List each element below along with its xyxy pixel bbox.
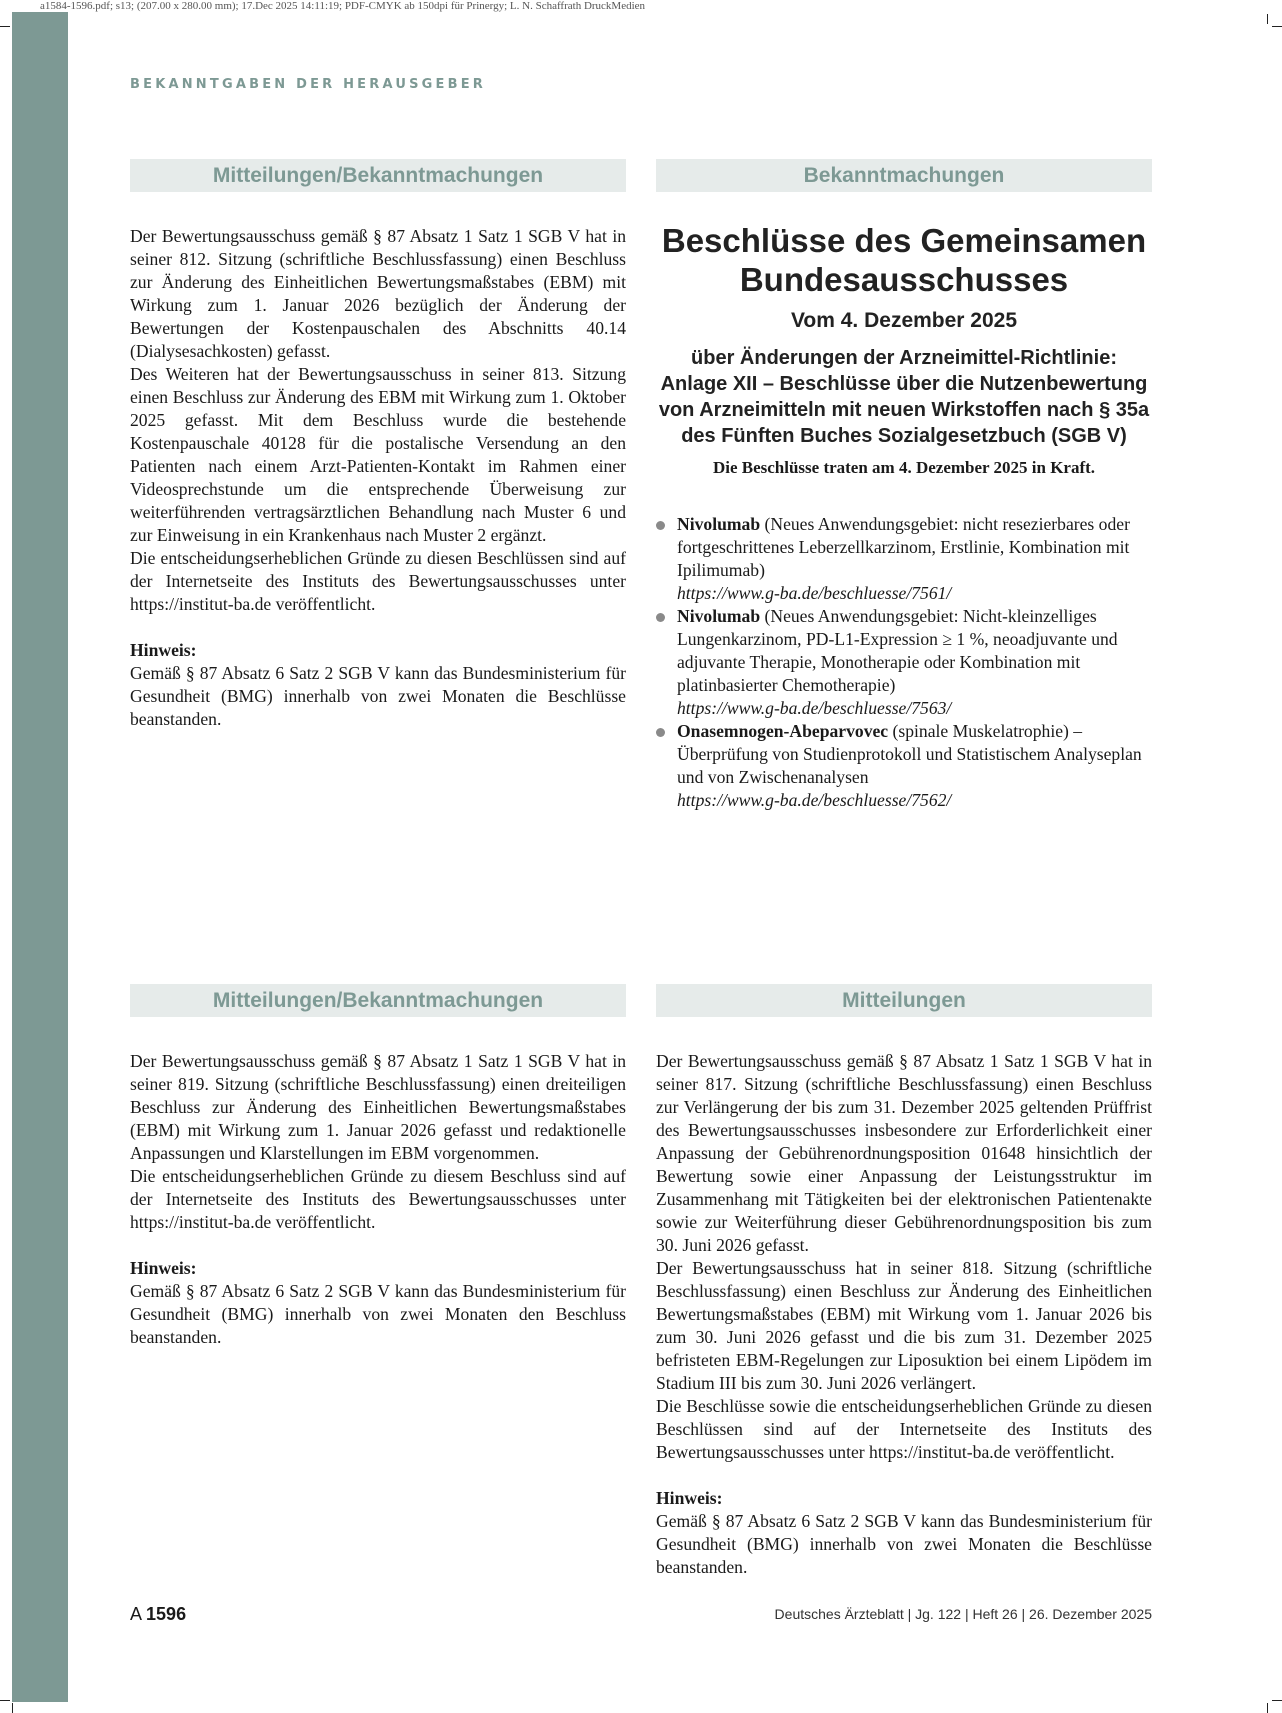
paragraph: Der Bewertungsausschuss gemäß § 87 Absatz 1 Satz 1 SGB V hat in seiner 819. Sitzung (schriftliche Beschlussfassung) einen dreiteiligen Beschluss zur Änderung des Einheitlichen Bewertungsmaßstabes (EBM) mit Wirkung zum 1. Januar 2026 gefasst und redaktionelle Anpassungen und Klarstellungen im EBM vorgenommen.	[130, 1051, 626, 1163]
crop-mark	[0, 1700, 10, 1701]
crop-mark	[0, 26, 10, 27]
hinweis-text: Gemäß § 87 Absatz 6 Satz 2 SGB V kann das Bundesministerium für Gesundheit (BMG) innerhalb von zwei Monaten den Beschluss beanstanden.	[130, 1281, 626, 1347]
hinweis-text: Gemäß § 87 Absatz 6 Satz 2 SGB V kann das Bundesministerium für Gesundheit (BMG) innerhalb von zwei Monaten die Beschlüsse beanstanden.	[656, 1511, 1152, 1577]
item-description: (Neues Anwendungsgebiet: nicht resezierbares oder fortgeschrittenes Leberzellkarzinom, Erstlinie, Kombination mit Ipilimumab)	[677, 514, 1130, 580]
hinweis-text: Gemäß § 87 Absatz 6 Satz 2 SGB V kann das Bundesministerium für Gesundheit (BMG) innerhalb von zwei Monaten die Beschlüsse beanstanden.	[130, 663, 626, 729]
page-number-value: 1596	[146, 1604, 187, 1624]
page-number	[130, 1604, 186, 1625]
bullet-icon	[656, 728, 665, 737]
item-description: (spinale Muskelatrophie) – Überprüfung von Studienprotokoll und Statistischem Analyseplan und von Zwischenanalysen	[677, 721, 1142, 787]
section-heading: Mitteilungen/Bekanntmachungen	[130, 159, 626, 192]
paragraph: Des Weiteren hat der Bewertungsausschuss in seiner 813. Sitzung einen Beschluss zur Änderung des EBM mit Wirkung zum 1. Oktober 2025 gefasst. Mit dem Beschluss wurde die bestehende Kostenpauschale 40128 für die postalische Versendung an den Patienten nach einem Arzt-Patienten-Kontakt im Rahmen einer Videosprechstunde um die entsprechende Überweisung zur weiterführenden vertragsärztlichen Behandlung nach Muster 6 und zur Einweisung in ein Krankenhaus nach Muster 2 ergänzt.	[130, 364, 626, 545]
drug-name: Onasemnogen-Abeparvovec	[677, 721, 889, 741]
crop-mark	[1272, 1700, 1282, 1701]
bullet-icon	[656, 613, 665, 622]
decision-link[interactable]: https://www.g-ba.de/beschluesse/7562/	[677, 790, 952, 810]
bullet-icon	[656, 521, 665, 530]
paragraph: Der Bewertungsausschuss gemäß § 87 Absatz 1 Satz 1 SGB V hat in seiner 812. Sitzung (schriftliche Beschlussfassung) einen Beschluss zur Änderung des Einheitlichen Bewertungsmaßstabes (EBM) mit Wirkung zum 1. Januar 2026 bezüglich der Änderung der Bewertungen der Kostenpauschalen des Abschnitts 40.14 (Dialysesachkosten) gefasst.	[130, 226, 626, 361]
paragraph: Die entscheidungserheblichen Gründe zu diesem Beschluss sind auf der Internetseite des Instituts des Bewertungsausschusses unter https://institut-ba.de veröffentlicht.	[130, 1166, 626, 1232]
print-slug: a1584-1596.pdf; s13; (207.00 x 280.00 mm); 17.Dec 2025 14:11:19; PDF-CMYK ab 150dpi für Prinergy; L. N. Schaffrath DruckMedien	[40, 0, 646, 12]
announcement-date: Vom 4. Dezember 2025	[790, 309, 1018, 332]
running-head: BEKANNTGABEN DER HERAUSGEBER	[130, 77, 486, 92]
section-top-left	[130, 159, 626, 731]
drug-name: Nivolumab	[677, 514, 761, 534]
decision-link[interactable]: https://www.g-ba.de/beschluesse/7563/	[677, 698, 952, 718]
hinweis-label: Hinweis:	[656, 1488, 723, 1508]
announcement-subject: über Änderungen der Arzneimittel-Richtlinie: Anlage XII – Beschlüsse über die Nutzenbewertung von Arzneimitteln mit neuen Wirkstoffen nach § 35a des Fünften Buches Sozialgesetzbuch (SGB V)	[658, 347, 1150, 447]
page-prefix: A	[130, 1604, 142, 1624]
crop-mark	[1267, 1703, 1268, 1713]
item-description: (Neues Anwendungsgebiet: Nicht-kleinzelliges Lungenkarzinom, PD-L1-Expression ≥ 1 %, neoadjuvante und adjuvante Therapie, Monotherapie oder Kombination mit platinbasierter Chemotherapie)	[677, 606, 1118, 695]
list-item	[656, 605, 1152, 720]
list-item	[656, 720, 1152, 812]
section-top-right	[656, 159, 1152, 812]
paragraph: Der Bewertungsausschuss hat in seiner 818. Sitzung (schriftliche Beschlussfassung) einen Beschluss zur Änderung des Einheitlichen Bewertungsmaßstabes (EBM) mit Wirkung vom 1. Januar 2026 bis zum 30. Juni 2026 gefasst und die bis zum 31. Dezember 2025 befristeten EBM-Regelungen zur Liposuktion bei einem Lipödem im Stadium III bis zum 30. Juni 2026 verlängert.	[656, 1258, 1152, 1393]
drug-name: Nivolumab	[677, 606, 761, 626]
hinweis-label: Hinweis:	[130, 1258, 197, 1278]
paragraph: Der Bewertungsausschuss gemäß § 87 Absatz 1 Satz 1 SGB V hat in seiner 817. Sitzung (schriftliche Beschlussfassung) einen Beschluss zur Verlängerung der bis zum 31. Dezember 2025 geltenden Prüffrist des Bewertungsausschusses insbesondere zur Erforderlichkeit einer Anpassung der Gebührenordnungsposition 01648 hinsichtlich der Bewertung sowie einer Anpassung der Leistungsstruktur im Zusammenhang mit Tätigkeiten bei der elektronischen Patientenakte sowie zur Weiterführung dieser Gebührenordnungsposition bis zum 30. Juni 2026 gefasst.	[656, 1051, 1152, 1255]
section-heading: Mitteilungen/Bekanntmachungen	[130, 984, 626, 1017]
list-item	[656, 513, 1152, 605]
crop-mark	[12, 1703, 13, 1713]
announcement-title: Beschlüsse des Gemeinsamen Bundesausschusses	[661, 222, 1147, 298]
crop-mark	[1267, 14, 1268, 24]
hinweis-label: Hinweis:	[130, 640, 197, 660]
decision-link[interactable]: https://www.g-ba.de/beschluesse/7561/	[677, 583, 952, 603]
section-bottom-left	[130, 984, 626, 1349]
color-sidebar	[12, 12, 68, 1702]
section-bottom-right	[656, 984, 1152, 1579]
paragraph: Die entscheidungserheblichen Gründe zu diesen Beschlüssen sind auf der Internetseite des Instituts des Bewertungsausschusses unter https://institut-ba.de veröffentlicht.	[130, 548, 626, 614]
paragraph: Die Beschlüsse sowie die entscheidungserheblichen Gründe zu diesen Beschlüssen sind auf der Internetseite des Instituts des Bewertungsausschusses unter https://institut-ba.de veröffentlicht.	[656, 1396, 1152, 1462]
decision-list	[656, 513, 1152, 812]
effective-date-note: Die Beschlüsse traten am 4. Dezember 2025 in Kraft.	[712, 458, 1096, 477]
section-heading: Bekanntmachungen	[656, 159, 1152, 192]
crop-mark	[1272, 26, 1282, 27]
journal-citation: Deutsches Ärzteblatt | Jg. 122 | Heft 26 | 26. Dezember 2025	[774, 1606, 1152, 1622]
section-heading: Mitteilungen	[656, 984, 1152, 1017]
